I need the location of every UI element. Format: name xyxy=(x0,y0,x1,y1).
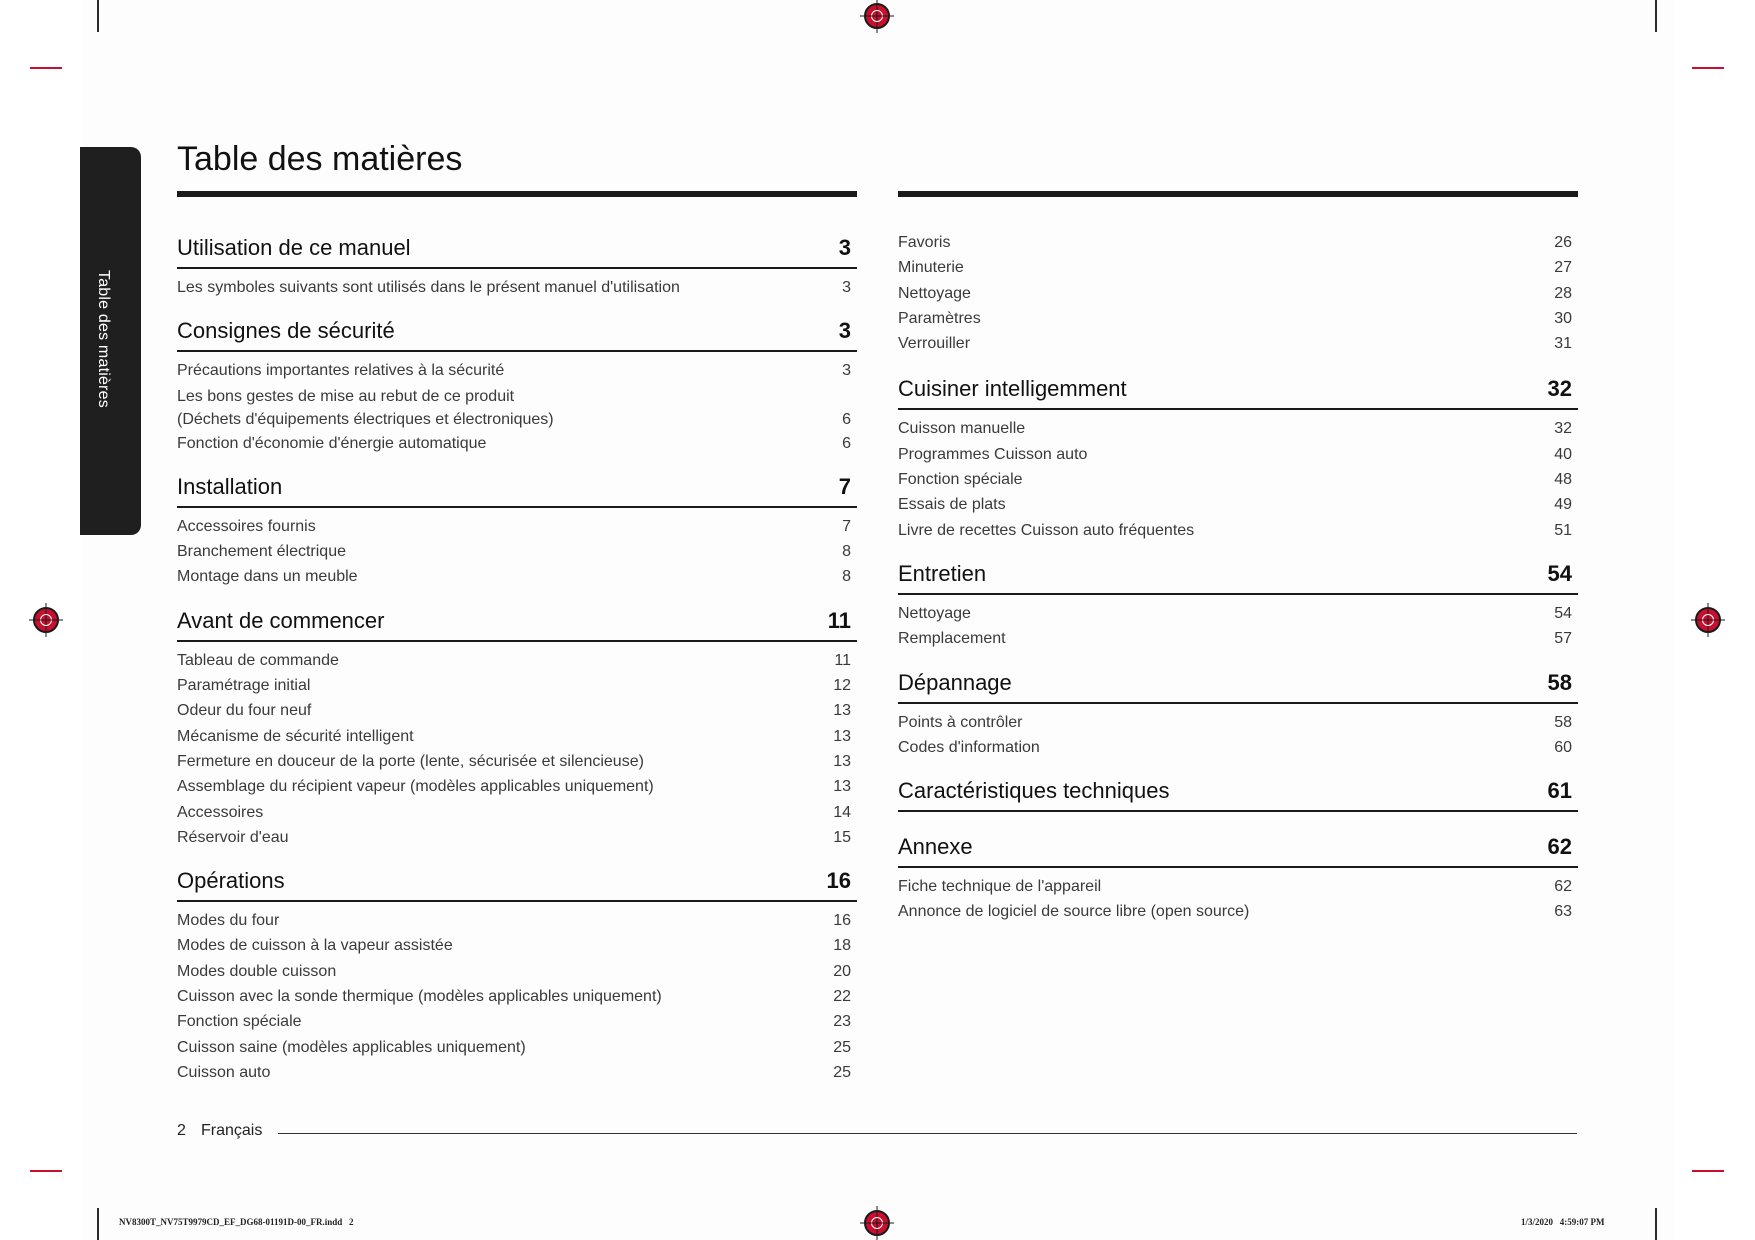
toc-entry[interactable] xyxy=(177,385,857,431)
entry-page: 57 xyxy=(1554,630,1572,648)
section-page: 58 xyxy=(1547,669,1572,695)
footer-page-number: 2 xyxy=(177,1122,186,1139)
entry-text: Points à contrôler xyxy=(898,713,1023,731)
toc-entry[interactable] xyxy=(898,467,1578,492)
toc-entry[interactable] xyxy=(898,710,1578,735)
entry-page: 13 xyxy=(833,702,851,720)
entry-page: 54 xyxy=(1554,604,1572,622)
entry-text: Modes de cuisson à la vapeur assistée xyxy=(177,937,453,955)
section-title: Dépannage xyxy=(898,669,1012,695)
toc-section-heading[interactable] xyxy=(898,664,1578,704)
toc-entry[interactable] xyxy=(898,416,1578,441)
entry-text: Essais de plats xyxy=(898,496,1006,514)
entry-text: Programmes Cuisson auto xyxy=(898,445,1088,463)
registration-mark-icon xyxy=(864,1210,890,1236)
section-page: 32 xyxy=(1547,376,1572,402)
toc-entry[interactable] xyxy=(177,825,857,850)
toc-section xyxy=(898,772,1578,812)
toc-section-heading[interactable] xyxy=(177,312,857,352)
entry-text: Nettoyage xyxy=(898,284,971,302)
toc-entry[interactable] xyxy=(177,1035,857,1060)
entry-page: 16 xyxy=(833,912,851,930)
toc-entry[interactable] xyxy=(898,874,1578,899)
entry-text: Accessoires xyxy=(177,803,264,821)
print-slug-file: NV8300T_NV75T9979CD_EF_DG68-01191D-00_FR.indd 2 xyxy=(119,1217,354,1227)
entry-text: Réservoir d'eau xyxy=(177,828,289,846)
entry-text: Remplacement xyxy=(898,630,1006,648)
toc-section-heading[interactable] xyxy=(177,468,857,508)
toc-entry[interactable] xyxy=(177,275,857,300)
toc-section-heading[interactable] xyxy=(898,828,1578,868)
toc-right-column xyxy=(898,230,1578,937)
toc-section xyxy=(177,229,857,300)
toc-section xyxy=(177,468,857,590)
entry-page: 25 xyxy=(833,1063,851,1081)
entry-page: 31 xyxy=(1554,335,1572,353)
section-title: Utilisation de ce manuel xyxy=(177,235,411,260)
entry-page: 23 xyxy=(833,1013,851,1031)
entry-page: 48 xyxy=(1554,471,1572,489)
section-title: Cuisiner intelligemment xyxy=(898,376,1127,402)
entry-page: 25 xyxy=(833,1038,851,1056)
toc-section xyxy=(898,828,1578,925)
entry-page: 30 xyxy=(1554,309,1572,327)
entry-text: Paramétrage initial xyxy=(177,677,311,695)
entry-text: Annonce de logiciel de source libre (open source) xyxy=(898,903,1250,921)
crop-mark xyxy=(97,0,99,32)
toc-entry[interactable] xyxy=(898,601,1578,626)
entry-page: 15 xyxy=(833,828,851,846)
toc-entry[interactable] xyxy=(177,514,857,539)
entry-text: Verrouiller xyxy=(898,335,971,353)
entry-text: Odeur du four neuf xyxy=(177,702,312,720)
entry-page: 32 xyxy=(1554,420,1572,438)
toc-section xyxy=(898,664,1578,761)
toc-section-heading[interactable] xyxy=(898,772,1578,812)
toc-entry[interactable] xyxy=(177,539,857,564)
entry-page: 60 xyxy=(1554,738,1572,756)
entry-page: 63 xyxy=(1554,903,1572,921)
entry-page: 20 xyxy=(833,962,851,980)
entry-text: Fonction spéciale xyxy=(177,1013,302,1031)
entry-text: Fonction d'économie d'énergie automatique xyxy=(177,434,487,452)
section-page: 61 xyxy=(1547,778,1572,804)
registration-mark-icon xyxy=(864,3,890,29)
entry-page: 58 xyxy=(1554,713,1572,731)
entry-page: 3 xyxy=(842,279,851,296)
toc-entry[interactable] xyxy=(898,255,1578,280)
section-page: 62 xyxy=(1547,834,1572,860)
toc-entry[interactable] xyxy=(177,774,857,799)
entry-text: Montage dans un meuble xyxy=(177,568,358,586)
side-tab-label: Table des matières xyxy=(95,270,112,408)
toc-entry[interactable] xyxy=(898,442,1578,467)
crop-mark xyxy=(1655,1208,1657,1240)
entry-page: 8 xyxy=(842,543,851,561)
toc-entry[interactable] xyxy=(898,331,1578,356)
toc-entry[interactable] xyxy=(177,564,857,589)
section-title: Avant de commencer xyxy=(177,607,385,633)
toc-entry[interactable] xyxy=(177,358,857,383)
entry-text: Modes double cuisson xyxy=(177,962,337,980)
toc-entry[interactable] xyxy=(177,1060,857,1085)
toc-section-heading[interactable] xyxy=(898,370,1578,410)
entry-text: Fiche technique de l'appareil xyxy=(898,878,1102,896)
toc-section-heading[interactable] xyxy=(177,229,857,269)
entry-text: Nettoyage xyxy=(898,604,971,622)
entry-text: Accessoires fournis xyxy=(177,517,316,535)
entry-page: 40 xyxy=(1554,445,1572,463)
crop-mark xyxy=(97,1208,99,1240)
entry-page: 8 xyxy=(842,568,851,586)
crop-mark xyxy=(30,67,62,69)
toc-entry[interactable] xyxy=(898,492,1578,517)
toc-entry[interactable] xyxy=(898,735,1578,760)
toc-section xyxy=(177,862,857,1085)
entry-page: 62 xyxy=(1554,878,1572,896)
entry-page: 13 xyxy=(833,727,851,745)
section-page: 3 xyxy=(838,318,851,344)
entry-text: Livre de recettes Cuisson auto fréquentes xyxy=(898,521,1195,539)
page-title: Table des matières xyxy=(177,140,463,178)
entry-text: Fonction spéciale xyxy=(898,471,1023,489)
toc-section-heading[interactable] xyxy=(177,862,857,902)
entry-text: Tableau de commande xyxy=(177,651,339,669)
section-page: 3 xyxy=(838,235,851,260)
entry-page: 13 xyxy=(833,778,851,796)
entry-page: 26 xyxy=(1554,234,1572,251)
entry-page: 27 xyxy=(1554,259,1572,277)
toc-entry[interactable] xyxy=(898,306,1578,331)
toc-entry[interactable] xyxy=(898,281,1578,306)
section-title: Annexe xyxy=(898,834,973,860)
section-page: 7 xyxy=(838,473,851,499)
registration-mark-icon xyxy=(33,607,59,633)
entry-text: Cuisson auto xyxy=(177,1063,271,1081)
entry-page: 11 xyxy=(834,651,851,669)
entry-page: 28 xyxy=(1554,284,1572,302)
entry-text: Assemblage du récipient vapeur (modèles applicables uniquement) xyxy=(177,778,654,796)
entry-text: Codes d'information xyxy=(898,738,1040,756)
entry-page: 13 xyxy=(833,752,851,770)
entry-text: Cuisson saine (modèles applicables uniquement) xyxy=(177,1038,526,1056)
registration-mark-icon xyxy=(1695,607,1721,633)
toc-entry[interactable] xyxy=(177,431,857,456)
entry-text: Cuisson avec la sonde thermique (modèles applicables uniquement) xyxy=(177,988,662,1006)
toc-section-heading[interactable] xyxy=(177,602,857,642)
crop-mark xyxy=(30,1170,62,1172)
entry-page: 18 xyxy=(833,937,851,955)
toc-entry[interactable] xyxy=(177,984,857,1009)
footer-rule xyxy=(278,1133,1577,1134)
entry-text: Minuterie xyxy=(898,259,964,277)
crop-mark xyxy=(1692,67,1724,69)
entry-page: 12 xyxy=(833,677,851,695)
entry-text: Les symboles suivants sont utilisés dans le présent manuel d'utilisation xyxy=(177,279,680,296)
entry-page: 3 xyxy=(842,362,851,380)
entry-page: 6 xyxy=(842,434,851,452)
entry-text: Mécanisme de sécurité intelligent xyxy=(177,727,414,745)
section-page: 54 xyxy=(1547,560,1572,586)
toc-entry[interactable] xyxy=(898,518,1578,543)
toc-entry[interactable] xyxy=(898,230,1578,255)
entry-page: 7 xyxy=(842,517,851,535)
crop-mark xyxy=(1692,1170,1724,1172)
section-page: 16 xyxy=(826,868,851,894)
toc-entry[interactable] xyxy=(177,698,857,723)
entry-text: Cuisson manuelle xyxy=(898,420,1026,438)
entry-page: 14 xyxy=(833,803,851,821)
entry-text: Modes du four xyxy=(177,912,280,930)
toc-section xyxy=(177,312,857,456)
toc-entry[interactable] xyxy=(177,933,857,958)
footer-language: Français xyxy=(201,1122,263,1139)
section-title: Caractéristiques techniques xyxy=(898,778,1170,804)
entry-text: Fermeture en douceur de la porte (lente, sécurisée et silencieuse) xyxy=(177,752,644,770)
section-title: Opérations xyxy=(177,868,285,894)
entry-text: Paramètres xyxy=(898,309,981,327)
entry-text: Branchement électrique xyxy=(177,543,346,561)
toc-entry[interactable] xyxy=(898,626,1578,651)
toc-entry[interactable] xyxy=(177,648,857,673)
entry-text: Précautions importantes relatives à la sécurité xyxy=(177,362,505,380)
entry-page: 6 xyxy=(842,410,851,428)
toc-entry[interactable] xyxy=(177,959,857,984)
entry-page: 49 xyxy=(1554,496,1572,514)
crop-mark xyxy=(1655,0,1657,32)
toc-entry[interactable] xyxy=(898,899,1578,924)
column-rule-left xyxy=(177,191,857,197)
section-title: Consignes de sécurité xyxy=(177,318,395,344)
column-rule-right xyxy=(898,191,1578,197)
section-title: Installation xyxy=(177,473,283,499)
entry-text: Favoris xyxy=(898,234,951,251)
toc-entry[interactable] xyxy=(177,800,857,825)
toc-continued xyxy=(898,230,1578,356)
toc-entry[interactable] xyxy=(177,749,857,774)
entry-page: 22 xyxy=(833,988,851,1006)
entry-page: 51 xyxy=(1554,521,1572,539)
toc-section-heading[interactable] xyxy=(898,555,1578,595)
section-page: 11 xyxy=(827,607,851,633)
toc-entry[interactable] xyxy=(177,673,857,698)
toc-entry[interactable] xyxy=(177,908,857,933)
entry-text: Les bons gestes de mise au rebut de ce produit (Déchets d'équipements électriques et électroniques) xyxy=(177,387,554,428)
toc-section xyxy=(898,370,1578,542)
toc-section xyxy=(898,555,1578,652)
toc-section xyxy=(177,602,857,850)
toc-entry[interactable] xyxy=(177,1009,857,1034)
toc-left-column xyxy=(177,229,857,1097)
toc-entry[interactable] xyxy=(177,724,857,749)
section-title: Entretien xyxy=(898,560,987,586)
print-slug-date: 1/3/2020 4:59:07 PM xyxy=(1521,1217,1605,1227)
